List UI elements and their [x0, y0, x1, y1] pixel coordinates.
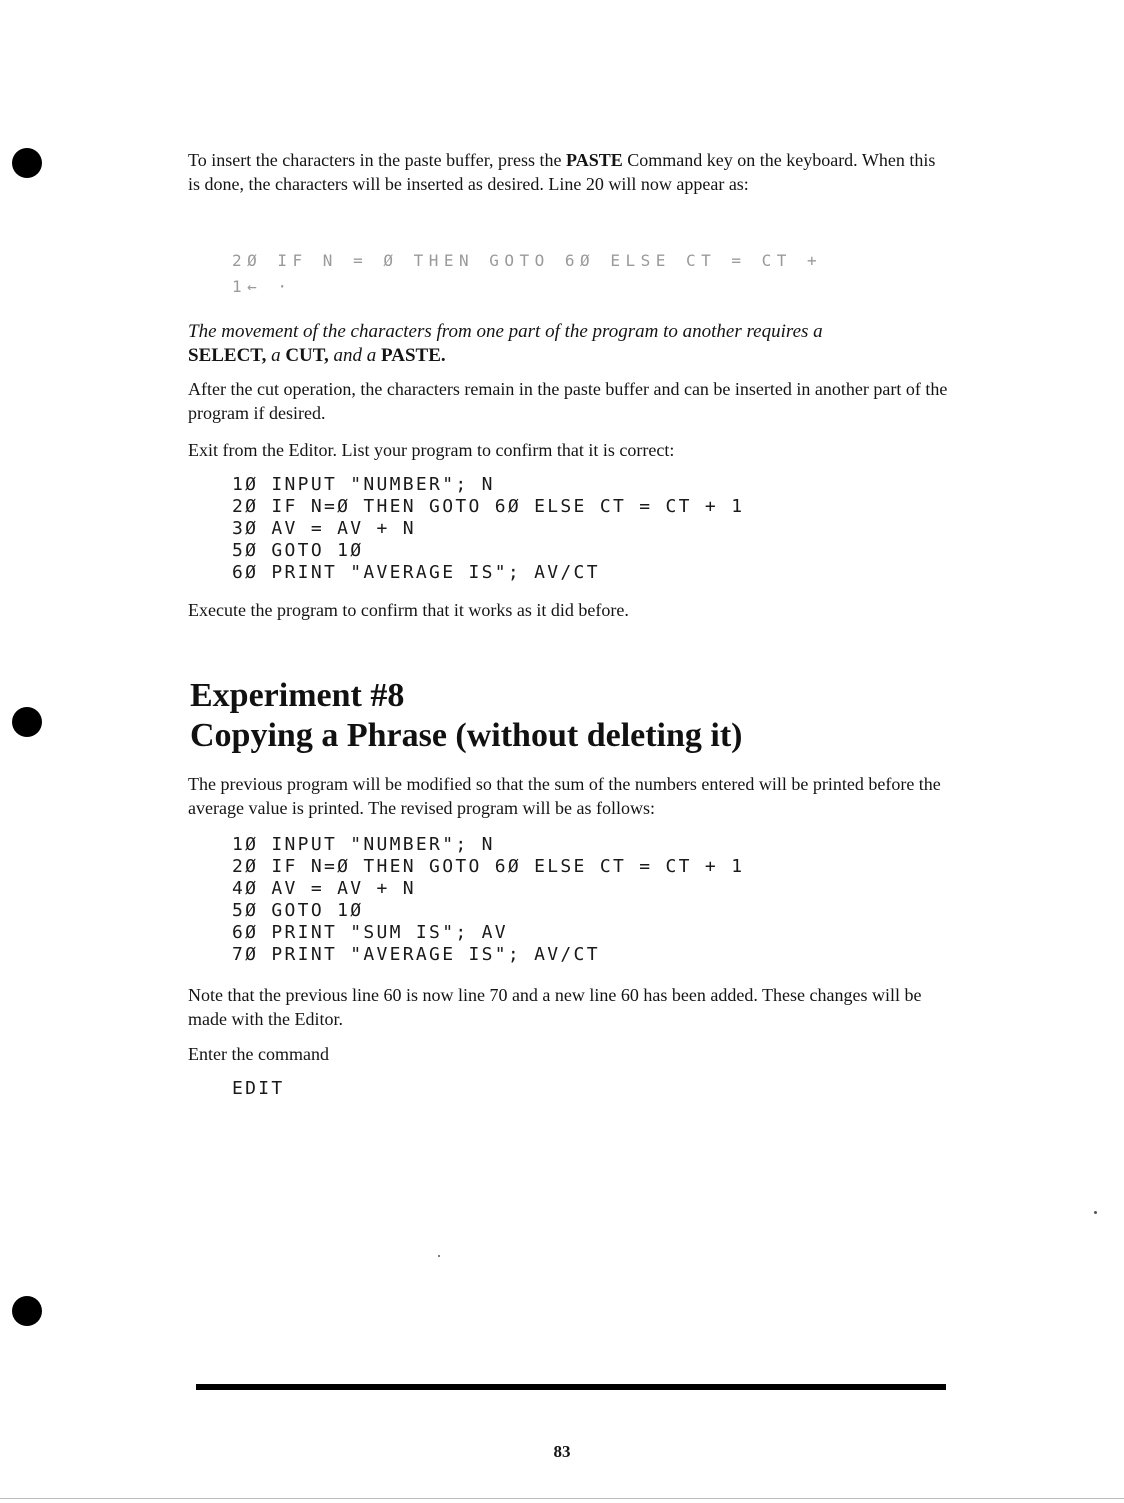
note-select-keyword: SELECT,	[188, 345, 267, 366]
binder-hole-bottom	[12, 1296, 42, 1326]
code-line: 7Ø PRINT "AVERAGE IS"; AV/CT	[232, 944, 600, 965]
scan-speck	[438, 1255, 440, 1257]
code-line: 2Ø IF N=Ø THEN GOTO 6Ø ELSE CT = CT + 1	[232, 856, 745, 877]
note-italic-2: a	[271, 345, 281, 366]
code-line: 1Ø INPUT "NUMBER"; N	[232, 834, 495, 855]
note-cut-keyword: CUT,	[285, 345, 329, 366]
page-bottom-edge	[0, 1498, 1124, 1499]
heading-line-1: Experiment #8	[190, 677, 405, 714]
code-line: 5Ø GOTO 1Ø	[232, 900, 364, 921]
note-italic-3: and a	[333, 345, 377, 366]
after-cut-paragraph: After the cut operation, the characters remain in the paste buffer and can be inserted in another part of the program if desired.	[188, 379, 948, 423]
code-line: 6Ø PRINT "SUM IS"; AV	[232, 922, 508, 943]
note-paste-keyword: PASTE.	[381, 345, 446, 366]
heading-line-2: Copying a Phrase (without deleting it)	[190, 717, 743, 754]
editor-screen-output	[232, 248, 822, 300]
intro-text-2: Command key on the keyboard. When this is done, the characters will be inserted as desired. Line 20 will now appear as:	[188, 150, 936, 194]
footer-rule	[196, 1384, 946, 1390]
enter-command-paragraph: Enter the command	[188, 1044, 329, 1064]
code-line: 6Ø PRINT "AVERAGE IS"; AV/CT	[232, 562, 600, 583]
intro-paste-keyword: PASTE	[566, 150, 623, 170]
screen-line: 2Ø IF N = Ø THEN GOTO 6Ø ELSE CT = CT +	[232, 251, 823, 270]
code-line: 1Ø INPUT "NUMBER"; N	[232, 474, 495, 495]
line-change-note: Note that the previous line 60 is now line 70 and a new line 60 has been added. These changes will be made with the Editor.	[188, 985, 922, 1029]
binder-hole-middle	[12, 707, 42, 737]
experiment-heading	[190, 676, 743, 756]
code-line: 2Ø IF N=Ø THEN GOTO 6Ø ELSE CT = CT + 1	[232, 496, 745, 517]
previous-program-paragraph: The previous program will be modified so that the sum of the numbers entered will be printed before the average value is printed. The revised program will be as follows:	[188, 774, 941, 818]
movement-note	[188, 320, 948, 368]
scan-speck	[1094, 1211, 1097, 1214]
exit-editor-paragraph: Exit from the Editor. List your program to confirm that it is correct:	[188, 440, 675, 460]
code-line: 4Ø AV = AV + N	[232, 878, 416, 899]
code-line: 5Ø GOTO 1Ø	[232, 540, 364, 561]
screen-line: 1← ·	[232, 277, 293, 296]
page-number: 83	[553, 1442, 571, 1461]
intro-text-1: To insert the characters in the paste buffer, press the	[188, 150, 567, 170]
execute-paragraph: Execute the program to confirm that it works as it did before.	[188, 600, 629, 620]
code-line: 3Ø AV = AV + N	[232, 518, 416, 539]
program-listing-1	[232, 474, 744, 584]
note-italic-1: The movement of the characters from one part of the program to another requires a	[188, 321, 823, 342]
program-listing-2	[232, 834, 744, 966]
edit-command: EDIT	[232, 1078, 285, 1099]
binder-hole-top	[12, 148, 42, 178]
intro-paragraph	[188, 148, 948, 196]
